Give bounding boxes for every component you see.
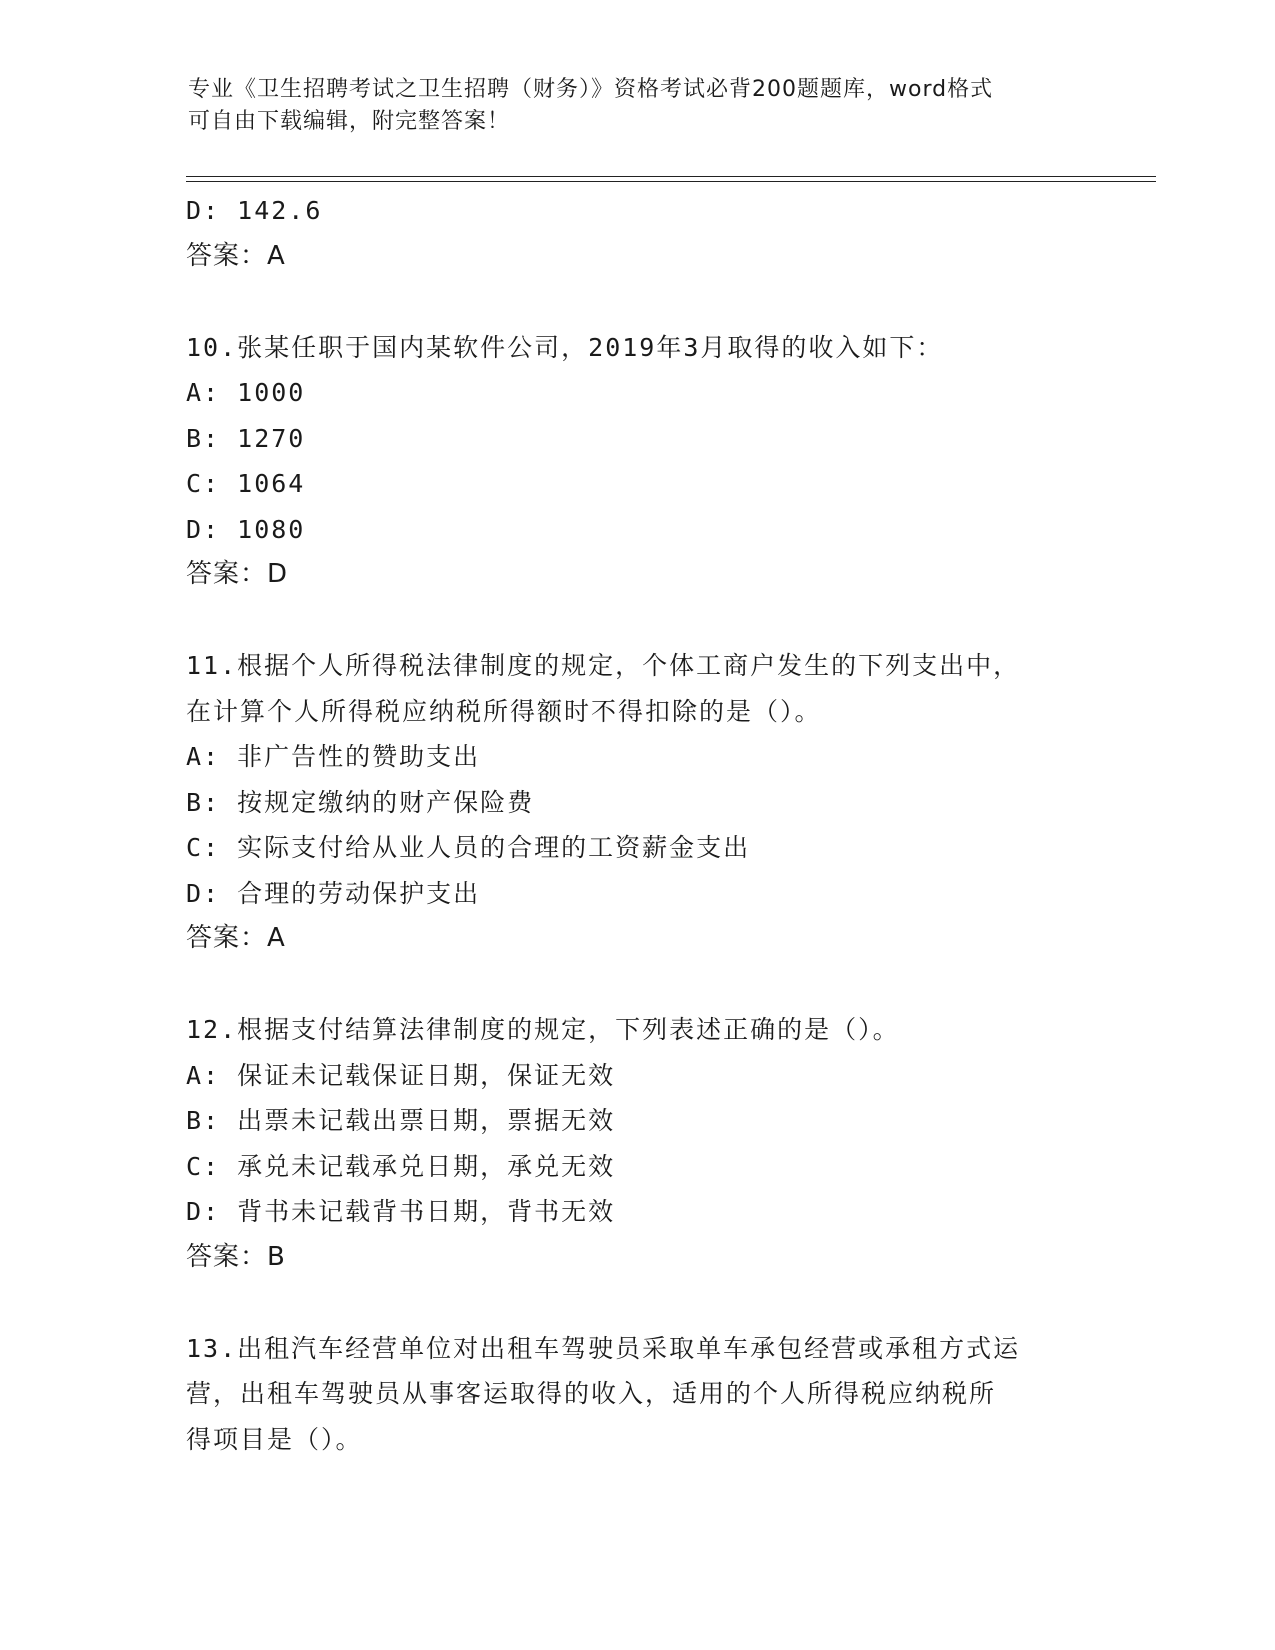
spacer — [186, 962, 1086, 1008]
option-c: C: 实际支付给从业人员的合理的工资薪金支出 — [186, 833, 751, 862]
header-rule-bottom — [186, 181, 1156, 182]
option-d: D: 合理的劳动保护支出 — [186, 878, 481, 908]
question-answer: 答案：B — [186, 1241, 286, 1272]
option-a: A: 1000 — [186, 378, 306, 407]
question-stem: 营，出租车驾驶员从事客运取得的收入，适用的个人所得税应纳税所 — [186, 1379, 997, 1408]
spacer — [186, 598, 1086, 644]
option-b: B: 出票未记载出票日期，票据无效 — [186, 1106, 616, 1135]
question-answer: 答案：D — [186, 559, 289, 589]
question-13 — [186, 1326, 1086, 1463]
question-answer: 答案：A — [186, 923, 286, 953]
header-rule-top — [186, 176, 1156, 177]
question-stem: 11.根据个人所得税法律制度的规定，个体工商户发生的下列支出中， — [186, 651, 1021, 680]
prev-question-answer: 答案：A — [186, 240, 286, 271]
question-stem: 12.根据支付结算法律制度的规定，下列表述正确的是（）。 — [186, 1015, 900, 1044]
option-c: C: 1064 — [186, 469, 306, 498]
spacer — [186, 1280, 1086, 1326]
option-d: D: 1080 — [186, 514, 306, 544]
question-stem: 13.出租汽车经营单位对出租车驾驶员采取单车承包经营或承租方式运 — [186, 1333, 1021, 1363]
question-stem: 得项目是（）。 — [186, 1424, 363, 1454]
prev-question-option-d: D: 142.6 — [186, 196, 323, 225]
question-12 — [186, 1007, 1086, 1280]
option-d: D: 背书未记载背书日期，背书无效 — [186, 1197, 616, 1226]
question-11 — [186, 643, 1086, 962]
spacer — [186, 279, 1086, 325]
question-stem: 10.张某任职于国内某软件公司，2019年3月取得的收入如下： — [186, 332, 944, 362]
option-c: C: 承兑未记载承兑日期，承兑无效 — [186, 1151, 616, 1181]
header-title-line-1: 专业《卫生招聘考试之卫生招聘（财务）》资格考试必背200题题库，word格式 — [188, 77, 994, 102]
question-list — [186, 188, 1086, 1462]
header-title-line-2: 可自由下载编辑，附完整答案！ — [188, 109, 511, 134]
option-b: B: 1270 — [186, 423, 306, 453]
question-10 — [186, 325, 1086, 598]
option-a: A: 保证未记载保证日期，保证无效 — [186, 1060, 616, 1090]
option-b: B: 按规定缴纳的财产保险费 — [186, 787, 535, 817]
document-header — [188, 74, 1068, 138]
question-stem: 在计算个人所得税应纳税所得额时不得扣除的是（）。 — [186, 696, 822, 726]
option-a: A: 非广告性的赞助支出 — [186, 742, 481, 771]
